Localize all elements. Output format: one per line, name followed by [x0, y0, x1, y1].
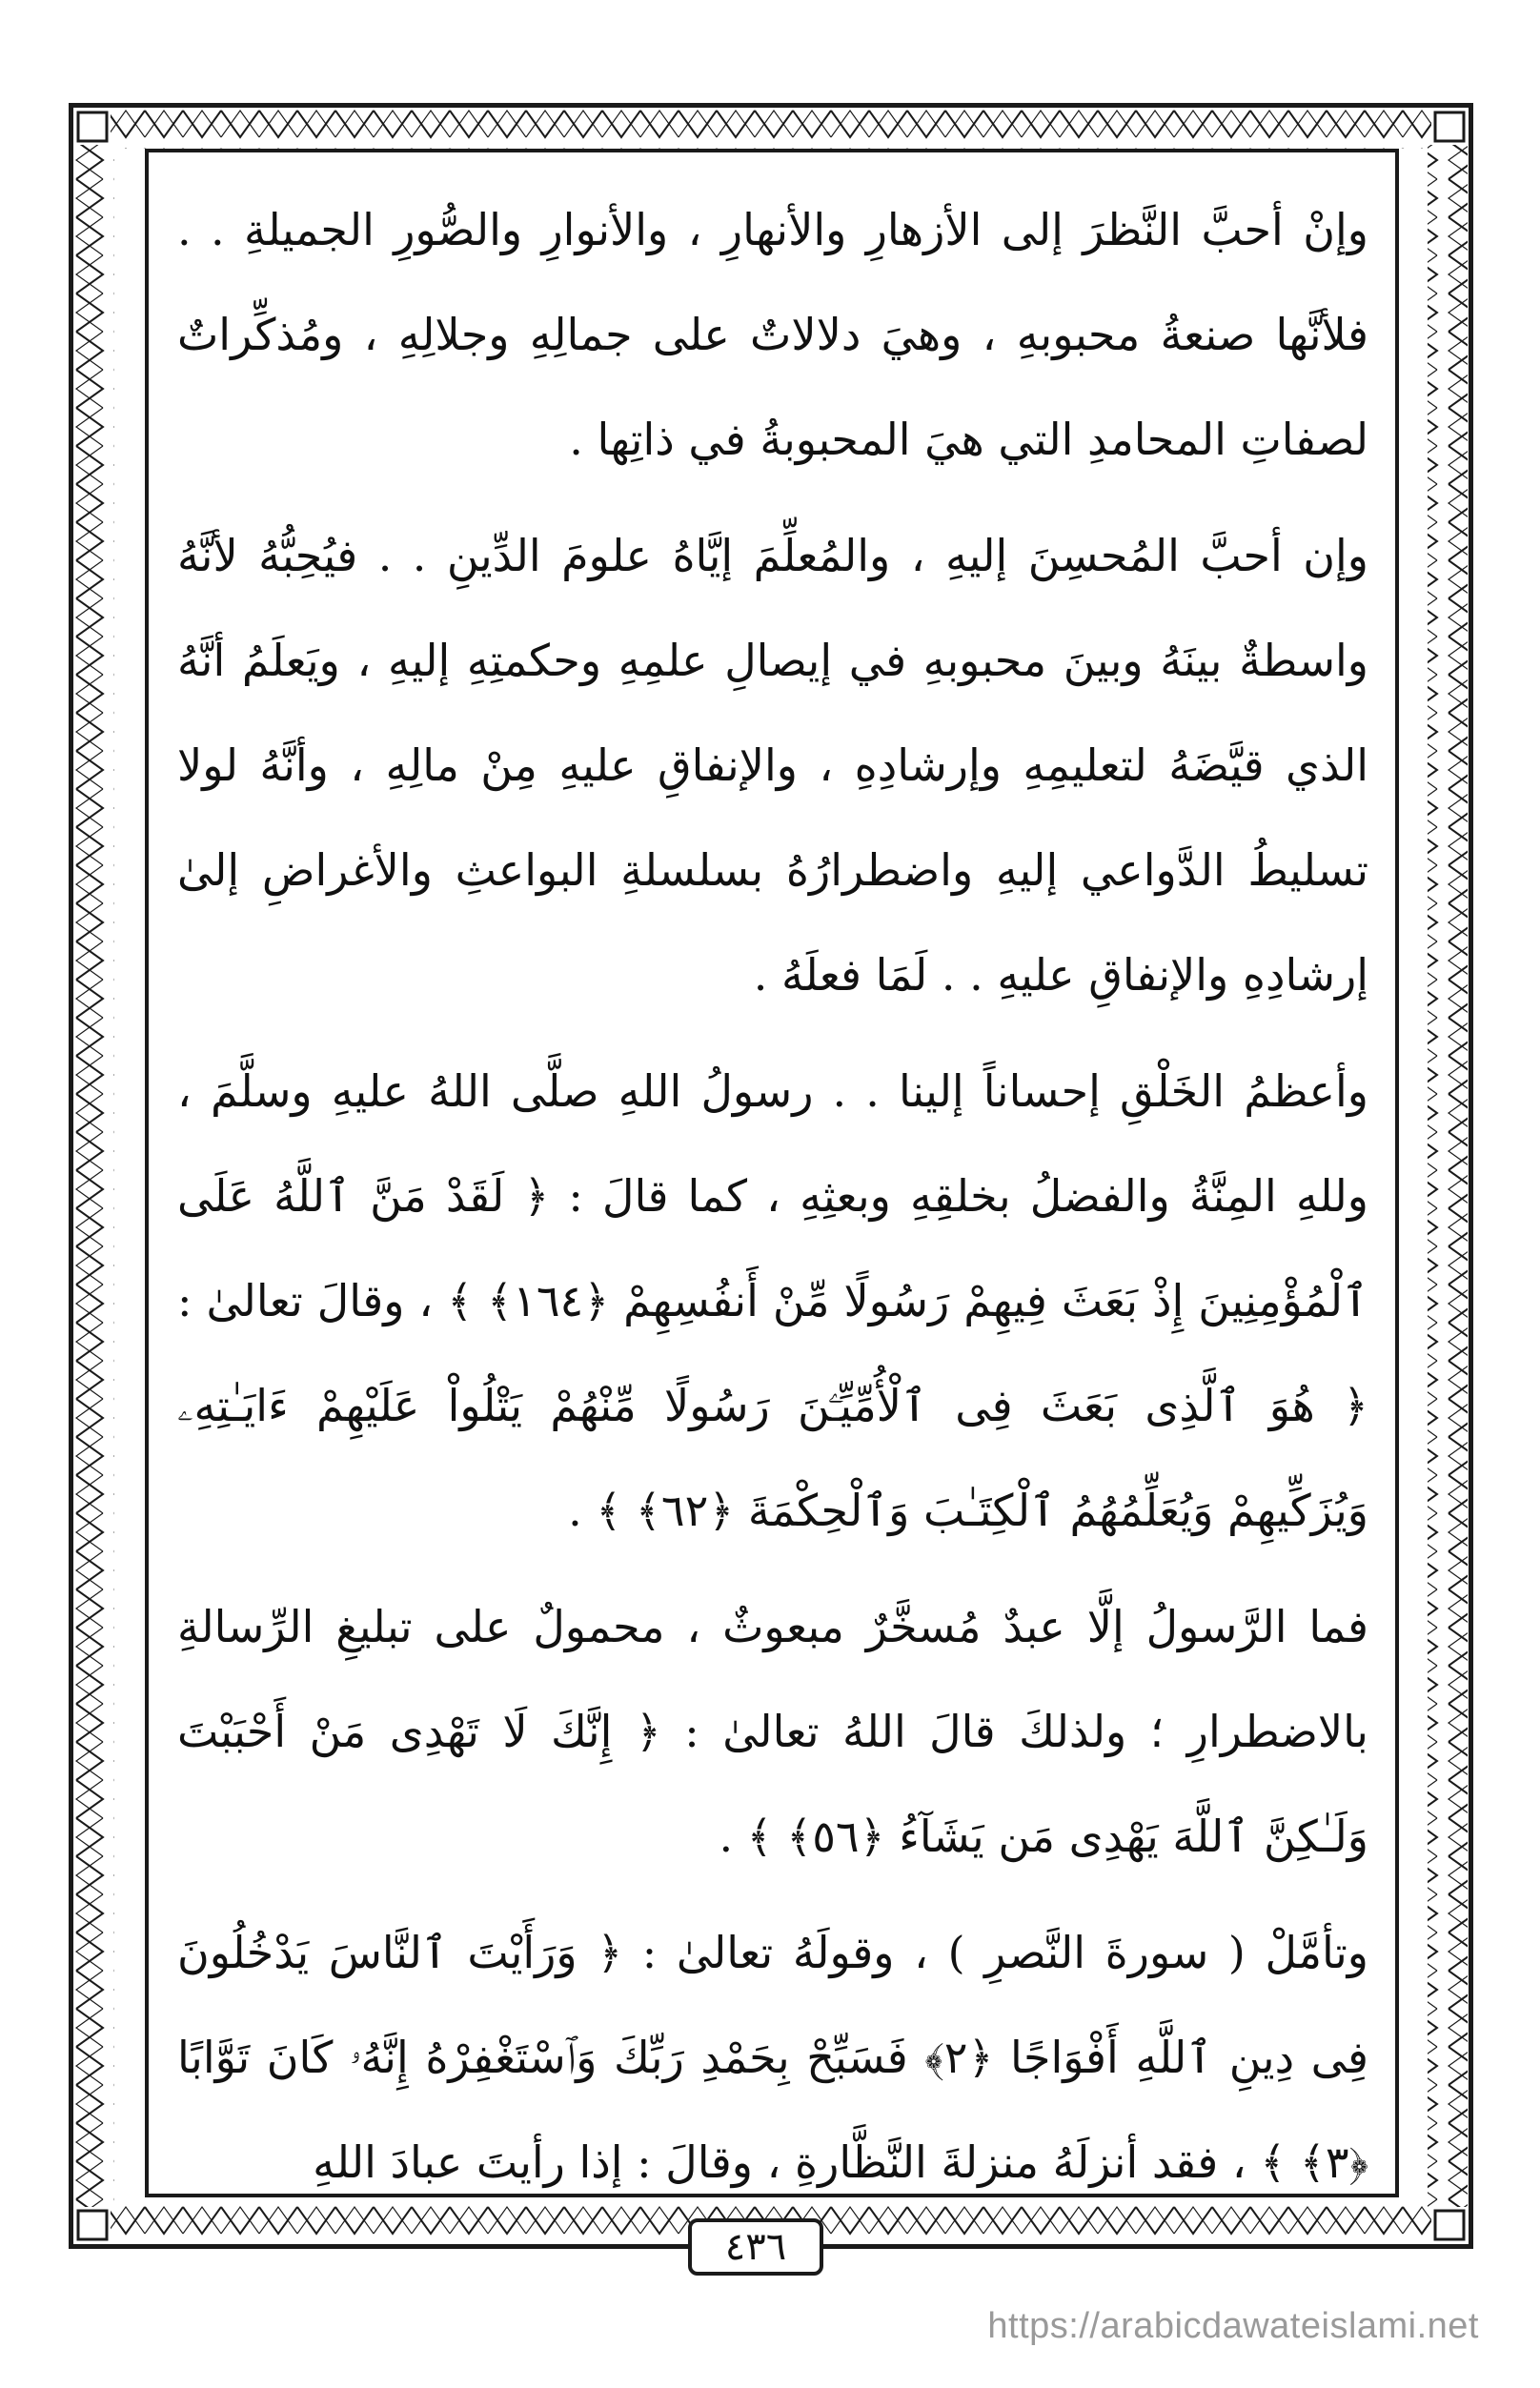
paragraph-3: وأعظمُ الخَلْقِ إحساناً إلينا . . رسولُ اللهِ صلَّى اللهُ عليهِ وسلَّمَ ، وللهِ المِنَّةُ والفضلُ بخلقِهِ وبعثِهِ ، كما قالَ : ﴿ لَقَدْ مَنَّ ٱللَّهُ عَلَى ٱلْمُؤْمِنِينَ إِذْ بَعَثَ فِيهِمْ رَسُولًا مِّنْ أَنفُسِهِمْ ﴿١٦٤﴾ ﴾ ، وقالَ تعالىٰ : ﴿ هُوَ ٱلَّذِى بَعَثَ فِى ٱلْأُمِّيِّـۧنَ رَسُولًا مِّنْهُمْ يَتْلُواْ عَلَيْهِمْ ءَايَـٰتِهِۦ وَيُزَكِّيهِمْ وَيُعَلِّمُهُمُ ٱلْكِتَـٰبَ وَٱلْحِكْمَةَ ﴿٦٢﴾ ﴾ .	[177, 1065, 1368, 1536]
watermark-url[interactable]: https://arabicdawateislami.net	[987, 2306, 1479, 2346]
paragraph-1: وإنْ أحبَّ النَّظرَ إلى الأزهارِ والأنهارِ ، والأنوارِ والصُّورِ الجميلةِ . . فلأنَّها صنعةُ محبوبهِ ، وهيَ دلالاتٌ على جمالِهِ وجلالِهِ ، ومُذكِّراتٌ لصفاتِ المحامدِ التي هيَ المحبوبةُ في ذاتِها .	[177, 204, 1368, 465]
paragraph-4: فما الرَّسولُ إلَّا عبدٌ مُسخَّرٌ مبعوثٌ ، محمولٌ على تبليغِ الرِّسالةِ بالاضطرارِ ؛ ولذلكَ قالَ اللهُ تعالىٰ : ﴿ إِنَّكَ لَا تَهْدِى مَنْ أَحْبَبْتَ وَلَـٰكِنَّ ٱللَّهَ يَهْدِى مَن يَشَآءُ ﴿٥٦﴾ ﴾ .	[177, 1601, 1368, 1862]
page-number: ٤٣٦	[688, 2218, 823, 2276]
paragraph-5: وتأمَّلْ ( سورةَ النَّصرِ ) ، وقولَهُ تعالىٰ : ﴿ وَرَأَيْتَ ٱلنَّاسَ يَدْخُلُونَ فِى دِينِ ٱللَّهِ أَفْوَاجًا ﴿٢﴾ فَسَبِّحْ بِحَمْدِ رَبِّكَ وَٱسْتَغْفِرْهُ إِنَّهُۥ كَانَ تَوَّابًا ﴿٣﴾ ﴾ ، فقد أنزلَهُ منزلةَ النَّظَّارةِ ، وقالَ : إذا رأيتَ عبادَ اللهِ	[177, 1927, 1369, 2188]
paragraph-2: وإن أحبَّ المُحسِنَ إليهِ ، والمُعلِّمَ إيَّاهُ علومَ الدِّينِ . . فيُحِبُّهُ لأنَّهُ واسطةٌ بينَهُ وبينَ محبوبهِ في إيصالِ علمِهِ وحكمتِهِ إليهِ ، ويَعلَمُ أنَّهُ الذي قيَّضَهُ لتعليمِهِ وإرشادِهِ ، والإنفاقِ عليهِ مِنْ مالِهِ ، وأنَّهُ لولا تسليطُ الدَّواعي إليهِ واضطرارُهُ بسلسلةِ البواعثِ والأغراضِ إلىٰ إرشادِهِ والإنفاقِ عليهِ . . لَمَا فعلَهُ .	[177, 530, 1368, 1001]
page-body	[177, 177, 1369, 2188]
